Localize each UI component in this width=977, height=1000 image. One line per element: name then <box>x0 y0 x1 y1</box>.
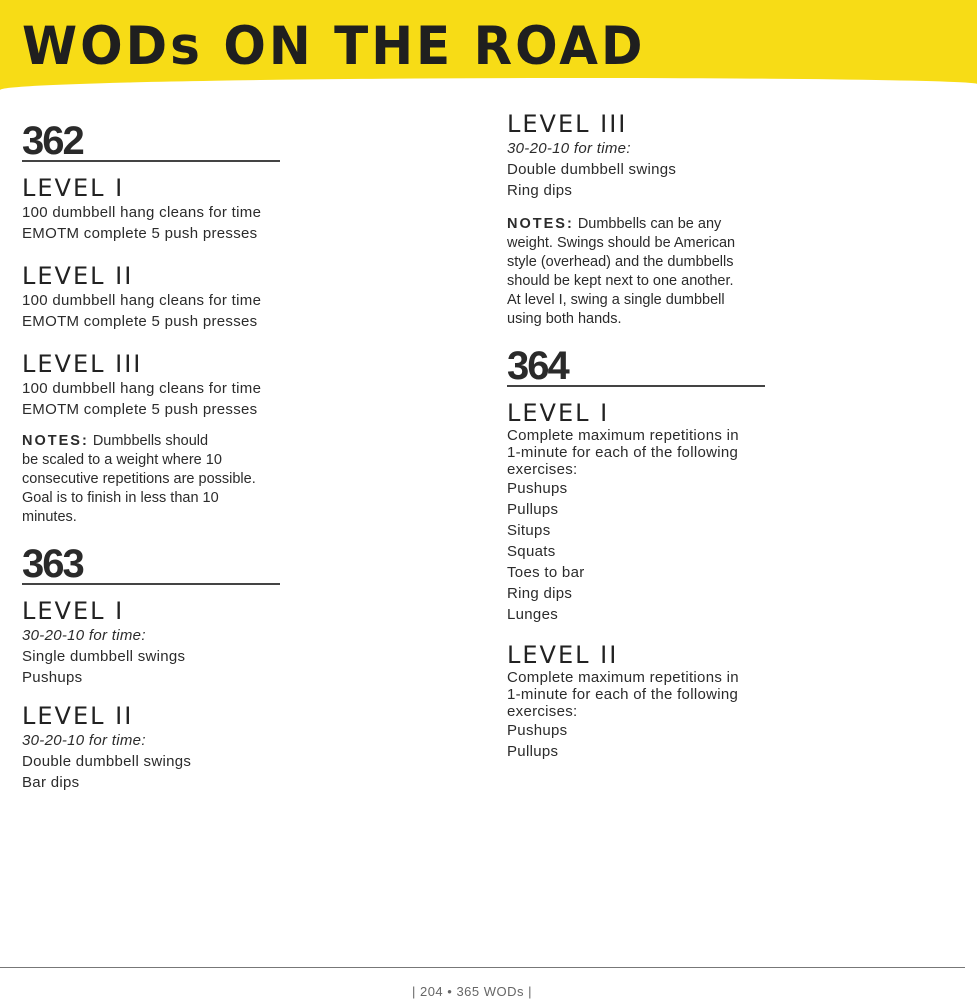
wod-363 <box>22 541 322 793</box>
wod-number: 362 <box>22 119 83 163</box>
level-title: LEVEL III <box>22 350 143 378</box>
notes-text: consecutive repetitions are possible. <box>22 471 256 487</box>
exercise-line: Ring dips <box>507 182 573 199</box>
exercise-line: Pushups <box>507 480 568 497</box>
intro-line: 1-minute for each of the following <box>507 686 739 703</box>
exercise-line: Pushups <box>507 722 568 739</box>
rep-scheme: 30-20-10 for time: <box>22 627 146 644</box>
notes-block <box>22 432 322 527</box>
notes-label: NOTES: <box>22 433 89 449</box>
exercise-line: Ring dips <box>507 585 573 602</box>
level-block <box>22 262 322 332</box>
notes-text: minutes. <box>22 509 77 525</box>
notes-text: weight. Swings should be American <box>507 235 736 251</box>
level-block <box>507 641 807 762</box>
rep-scheme: 30-20-10 for time: <box>22 732 146 749</box>
level-block <box>22 174 322 244</box>
exercise-line: Situps <box>507 522 551 539</box>
exercise-line: 100 dumbbell hang cleans for time <box>22 204 262 221</box>
page-footer: | 204 • 365 WODs | <box>411 984 532 999</box>
notes-text: should be kept next to one another. <box>507 273 734 289</box>
notes-text: Dumbbells should <box>92 433 209 449</box>
wod-362 <box>22 118 322 527</box>
rep-scheme: 30-20-10 for time: <box>507 140 631 157</box>
notes-text: using both hands. <box>507 311 622 327</box>
notes-text: be scaled to a weight where 10 <box>22 452 222 468</box>
exercise-line: Lunges <box>507 606 559 623</box>
exercise-line: EMOTM complete 5 push presses <box>22 313 258 330</box>
left-column <box>22 118 322 793</box>
level-block <box>507 399 807 625</box>
wod-number: 364 <box>507 344 568 388</box>
level-title: LEVEL II <box>22 262 134 290</box>
wod-number: 363 <box>22 542 83 586</box>
level-block <box>22 702 322 793</box>
wod-364 <box>507 343 807 762</box>
exercise-line: Double dumbbell swings <box>507 161 677 178</box>
notes-text: At level I, swing a single dumbbell <box>507 292 725 308</box>
intro-line: Complete maximum repetitions in <box>507 669 739 686</box>
intro-line: exercises: <box>507 703 578 720</box>
level-title: LEVEL I <box>507 399 610 427</box>
level-title: LEVEL II <box>507 641 619 669</box>
exercise-line: EMOTM complete 5 push presses <box>22 401 258 418</box>
intro-line: 1-minute for each of the following <box>507 444 739 461</box>
level-block <box>22 350 322 420</box>
notes-block <box>507 215 807 329</box>
level-title: LEVEL II <box>22 702 134 730</box>
exercise-line: Toes to bar <box>507 564 585 581</box>
exercise-line: Bar dips <box>22 774 80 791</box>
notes-label: NOTES: <box>507 216 574 232</box>
intro-line: exercises: <box>507 461 578 478</box>
exercise-line: Pushups <box>22 669 83 686</box>
footer-divider <box>0 967 965 968</box>
level-title: LEVEL III <box>507 110 628 138</box>
intro-line: Complete maximum repetitions in <box>507 427 739 444</box>
level-block <box>22 597 322 688</box>
right-column <box>507 110 807 762</box>
notes-text: Dumbbells can be any <box>577 216 722 232</box>
exercise-line: Pullups <box>507 743 559 760</box>
level-block <box>507 110 807 201</box>
exercise-line: 100 dumbbell hang cleans for time <box>22 380 262 397</box>
exercise-line: Squats <box>507 543 556 560</box>
exercise-line: Pullups <box>507 501 559 518</box>
notes-text: style (overhead) and the dumbbells <box>507 254 734 270</box>
exercise-line: Single dumbbell swings <box>22 648 186 665</box>
notes-text: Goal is to finish in less than 10 <box>22 490 219 506</box>
exercise-line: EMOTM complete 5 push presses <box>22 225 258 242</box>
level-title: LEVEL I <box>22 597 125 625</box>
exercise-line: 100 dumbbell hang cleans for time <box>22 292 262 309</box>
exercise-line: Double dumbbell swings <box>22 753 192 770</box>
page-title: WODs ON THE ROAD <box>22 15 646 77</box>
level-title: LEVEL I <box>22 174 125 202</box>
